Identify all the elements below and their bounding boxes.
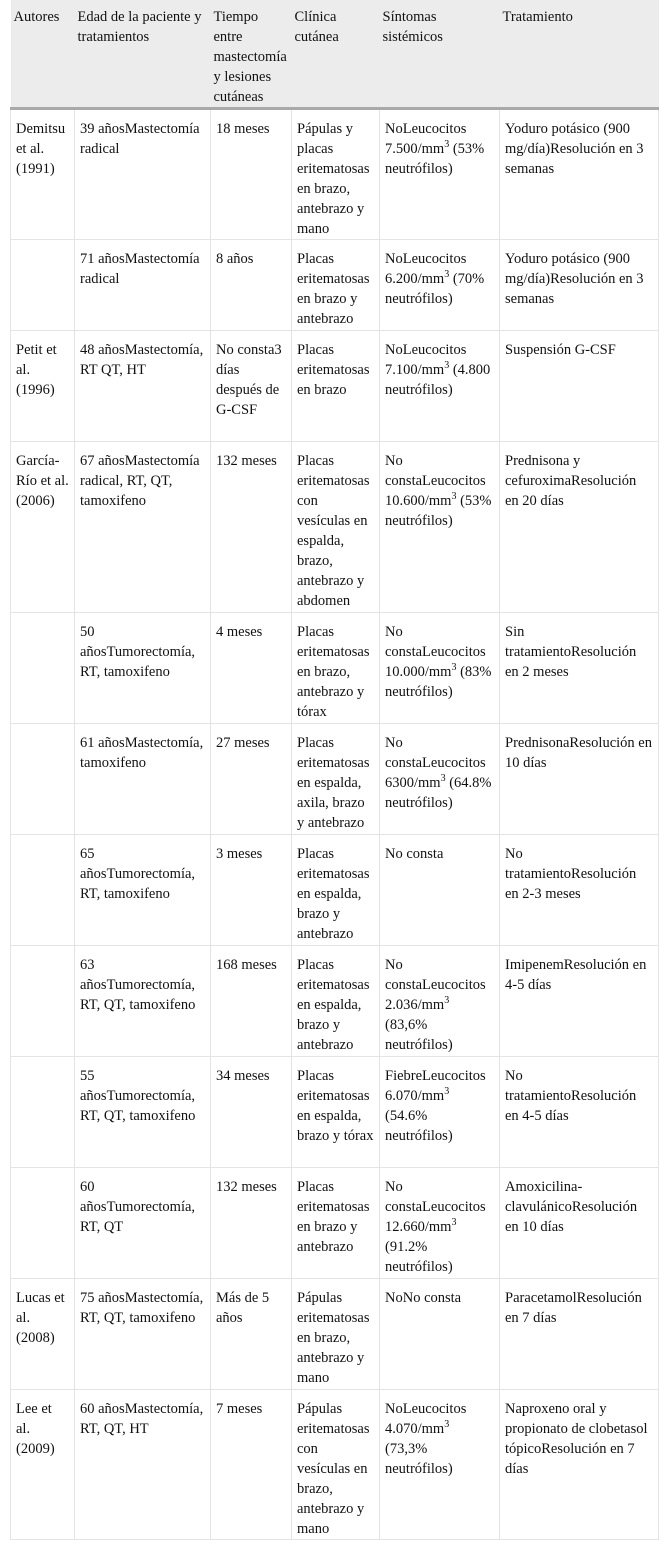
cell-autores	[11, 613, 75, 724]
cell-clinica: Placas eritematosas en espalda, brazo y tórax	[292, 1057, 380, 1168]
cell-autores	[11, 240, 75, 331]
sintomas-text-tail: (70% neutrófilos)	[385, 271, 485, 307]
cell-clinica: Placas eritematosas en espalda, brazo y antebrazo	[292, 835, 380, 946]
sintomas-text: NoNo consta	[385, 1290, 462, 1306]
cell-tiempo: 4 meses	[211, 613, 292, 724]
table-row	[11, 613, 659, 724]
cell-tratamiento: ImipenemResolución en 4-5 días	[500, 946, 659, 1057]
cell-tiempo: 132 meses	[211, 442, 292, 613]
cell-autores	[11, 1057, 75, 1168]
cell-tiempo: 3 meses	[211, 835, 292, 946]
header-row	[11, 0, 659, 109]
sintomas-text: No constaLeucocitos 2.036/mm	[385, 957, 486, 1013]
cell-clinica: Placas eritematosas en brazo y antebrazo	[292, 1168, 380, 1279]
cell-tratamiento: No tratamientoResolución en 2-3 meses	[500, 835, 659, 946]
table-row	[11, 1390, 659, 1540]
cell-tratamiento: Naproxeno oral y propionato de clobetasol tópicoResolución en 7 días	[500, 1390, 659, 1540]
cell-edad: 71 añosMastectomía radical	[75, 240, 211, 331]
cell-tratamiento: Sin tratamientoResolución en 2 meses	[500, 613, 659, 724]
header-tratamiento: Tratamiento	[500, 0, 659, 109]
sintomas-text: FiebreLeucocitos 6.070/mm	[385, 1068, 486, 1104]
sintomas-superscript: 3	[440, 773, 446, 785]
cell-sintomas	[380, 613, 500, 724]
sintomas-text: NoLeucocitos 6.200/mm	[385, 251, 467, 287]
cell-tiempo: 34 meses	[211, 1057, 292, 1168]
sintomas-superscript: 3	[444, 269, 450, 281]
cell-autores: Lee et al. (2009)	[11, 1390, 75, 1540]
cell-edad: 60 añosTumorectomía, RT, QT	[75, 1168, 211, 1279]
cell-sintomas	[380, 724, 500, 835]
sintomas-text-tail: (73,3% neutrófilos)	[385, 1441, 453, 1477]
cell-clinica: Pápulas eritematosas en brazo, antebrazo y mano	[292, 1279, 380, 1390]
cell-tratamiento: PrednisonaResolución en 10 días	[500, 724, 659, 835]
cell-edad: 60 añosMastectomía, RT, QT, HT	[75, 1390, 211, 1540]
cell-tratamiento: Suspensión G-CSF	[500, 331, 659, 442]
sintomas-text-tail: (53% neutrófilos)	[385, 493, 492, 529]
cell-edad: 65 añosTumorectomía, RT, tamoxifeno	[75, 835, 211, 946]
cell-edad: 48 añosMastectomía, RT QT, HT	[75, 331, 211, 442]
cell-edad: 67 añosMastectomía radical, RT, QT, tamoxifeno	[75, 442, 211, 613]
sintomas-text-tail: (4.800 neutrófilos)	[385, 362, 491, 398]
header-clinica: Clínica cutánea	[292, 0, 380, 109]
cell-sintomas	[380, 946, 500, 1057]
cell-autores: Petit et al. (1996)	[11, 331, 75, 442]
cell-autores: Demitsu et al. (1991)	[11, 109, 75, 240]
header-sintomas: Síntomas sistémicos	[380, 0, 500, 109]
cell-tiempo: 168 meses	[211, 946, 292, 1057]
sintomas-superscript: 3	[451, 491, 457, 503]
cell-autores	[11, 1168, 75, 1279]
cell-tratamiento: Prednisona y cefuroximaResolución en 20 días	[500, 442, 659, 613]
table-container	[10, 0, 658, 1540]
table-row	[11, 442, 659, 613]
sintomas-text-tail: (64.8% neutrófilos)	[385, 775, 492, 811]
cell-tratamiento: Amoxicilina-clavulánicoResolución en 10 días	[500, 1168, 659, 1279]
cell-sintomas	[380, 109, 500, 240]
cell-tiempo: 8 años	[211, 240, 292, 331]
sintomas-text-tail: (91.2% neutrófilos)	[385, 1239, 453, 1275]
sintomas-text: No constaLeucocitos 10.000/mm	[385, 624, 486, 680]
table-row	[11, 724, 659, 835]
sintomas-text-tail: (83% neutrófilos)	[385, 664, 492, 700]
cell-clinica: Placas eritematosas con vesículas en espalda, brazo, antebrazo y abdomen	[292, 442, 380, 613]
cell-autores	[11, 724, 75, 835]
table-row	[11, 1279, 659, 1390]
table-row	[11, 946, 659, 1057]
cell-clinica: Placas eritematosas en brazo, antebrazo y tórax	[292, 613, 380, 724]
sintomas-text-tail: (83,6% neutrófilos)	[385, 1017, 453, 1053]
table-row	[11, 1168, 659, 1279]
cell-tratamiento: Yoduro potásico (900 mg/día)Resolución en 3 semanas	[500, 240, 659, 331]
cell-clinica: Placas eritematosas en brazo y antebrazo	[292, 240, 380, 331]
cell-sintomas	[380, 1279, 500, 1390]
cell-edad: 55 añosTumorectomía, RT, QT, tamoxifeno	[75, 1057, 211, 1168]
cell-tratamiento: ParacetamolResolución en 7 días	[500, 1279, 659, 1390]
sintomas-text: NoLeucocitos 7.500/mm	[385, 121, 467, 157]
header-edad: Edad de la paciente y tratamientos	[75, 0, 211, 109]
sintomas-superscript: 3	[444, 995, 450, 1007]
cell-sintomas	[380, 331, 500, 442]
cell-autores: García-Río et al. (2006)	[11, 442, 75, 613]
data-table	[10, 0, 659, 1540]
cell-tiempo: 132 meses	[211, 1168, 292, 1279]
table-row	[11, 331, 659, 442]
cell-autores: Lucas et al. (2008)	[11, 1279, 75, 1390]
sintomas-text: No constaLeucocitos 12.660/mm	[385, 1179, 486, 1235]
cell-sintomas	[380, 442, 500, 613]
cell-sintomas	[380, 1168, 500, 1279]
cell-autores	[11, 946, 75, 1057]
cell-tratamiento: Yoduro potásico (900 mg/día)Resolución en 3 semanas	[500, 109, 659, 240]
sintomas-text: No constaLeucocitos 10.600/mm	[385, 453, 486, 509]
table-row	[11, 240, 659, 331]
cell-clinica: Pápulas y placas eritematosas en brazo, antebrazo y mano	[292, 109, 380, 240]
cell-sintomas	[380, 240, 500, 331]
cell-clinica: Placas eritematosas en espalda, axila, brazo y antebrazo	[292, 724, 380, 835]
cell-sintomas	[380, 835, 500, 946]
sintomas-text: NoLeucocitos 7.100/mm	[385, 342, 467, 378]
sintomas-text: No constaLeucocitos 6300/mm	[385, 735, 486, 791]
sintomas-superscript: 3	[444, 1419, 450, 1431]
sintomas-superscript: 3	[444, 360, 450, 372]
cell-tiempo: 27 meses	[211, 724, 292, 835]
cell-clinica: Pápulas eritematosas con vesículas en brazo, antebrazo y mano	[292, 1390, 380, 1540]
cell-sintomas	[380, 1390, 500, 1540]
cell-edad: 61 añosMastectomía, tamoxifeno	[75, 724, 211, 835]
sintomas-text: No consta	[385, 846, 444, 862]
table-row	[11, 1057, 659, 1168]
sintomas-text-tail: (53% neutrófilos)	[385, 141, 485, 177]
sintomas-text-tail: (54.6% neutrófilos)	[385, 1108, 453, 1144]
sintomas-text: NoLeucocitos 4.070/mm	[385, 1401, 467, 1437]
cell-sintomas	[380, 1057, 500, 1168]
cell-edad: 50 añosTumorectomía, RT, tamoxifeno	[75, 613, 211, 724]
cell-tiempo: No consta3 días después de G-CSF	[211, 331, 292, 442]
header-tiempo: Tiempo entre mastectomía y lesiones cutáneas	[211, 0, 292, 109]
cell-edad: 39 añosMastectomía radical	[75, 109, 211, 240]
cell-autores	[11, 835, 75, 946]
cell-edad: 75 añosMastectomía, RT, QT, tamoxifeno	[75, 1279, 211, 1390]
cell-clinica: Placas eritematosas en espalda, brazo y antebrazo	[292, 946, 380, 1057]
cell-edad: 63 añosTumorectomía, RT, QT, tamoxifeno	[75, 946, 211, 1057]
cell-tiempo: 7 meses	[211, 1390, 292, 1540]
sintomas-superscript: 3	[451, 662, 457, 674]
sintomas-superscript: 3	[451, 1217, 457, 1229]
cell-tratamiento: No tratamientoResolución en 4-5 días	[500, 1057, 659, 1168]
sintomas-superscript: 3	[444, 1086, 450, 1098]
header-autores: Autores	[11, 0, 75, 109]
table-row	[11, 109, 659, 240]
cell-tiempo: Más de 5 años	[211, 1279, 292, 1390]
sintomas-superscript: 3	[444, 139, 450, 151]
cell-clinica: Placas eritematosas en brazo	[292, 331, 380, 442]
table-row	[11, 835, 659, 946]
cell-tiempo: 18 meses	[211, 109, 292, 240]
